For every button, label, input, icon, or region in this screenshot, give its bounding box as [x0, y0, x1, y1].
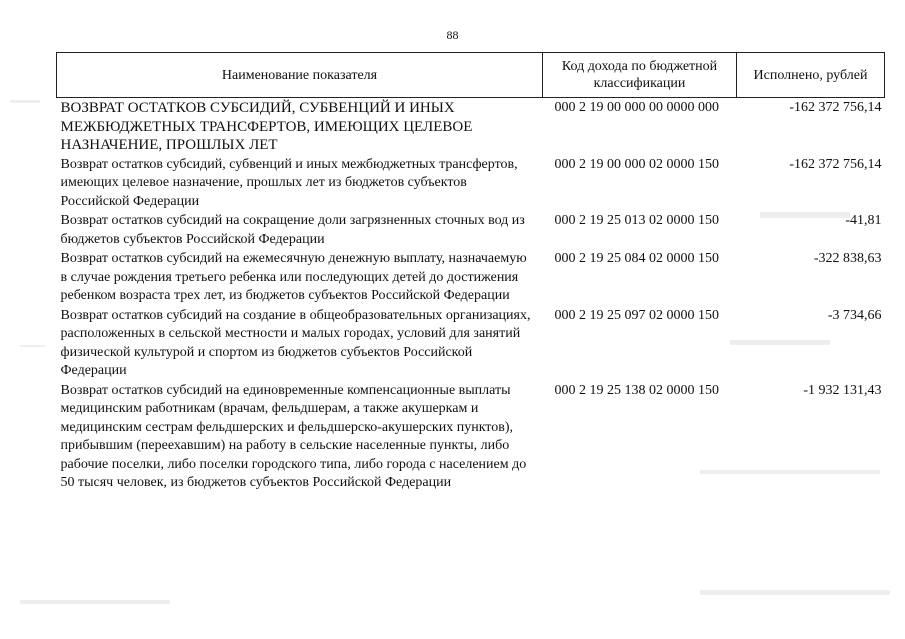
scan-artifact	[700, 590, 890, 595]
header-row	[57, 53, 885, 98]
row-name: ВОЗВРАТ ОСТАТКОВ СУБСИДИЙ, СУБВЕНЦИЙ И ИНЫХ МЕЖБЮДЖЕТНЫХ ТРАНСФЕРТОВ, ИМЕЮЩИХ ЦЕЛЕВОЕ НАЗНАЧЕНИЕ, ПРОШЛЫХ ЛЕТ	[60, 100, 473, 153]
row-value: -162 372 756,14	[789, 100, 882, 115]
row-code: 000 2 19 25 084 02 0000 150	[554, 251, 719, 266]
row-value: -1 932 131,43	[803, 382, 882, 398]
scan-artifact	[20, 345, 45, 347]
scan-artifact	[760, 212, 850, 218]
scan-artifact	[700, 470, 880, 474]
row-value: -41,81	[845, 213, 882, 228]
row-code: 000 2 19 25 013 02 0000 150	[554, 213, 719, 228]
row-name: Возврат остатков субсидий на единовременные компенсационные выплаты медицинским работникам (врачам, фельдшерам, а также акушеркам и медицинским сестрам фельдшерских и фельдшерско-акушерских пунктов), прибывшим (переехавшим) на работу в сельские населенные пункты, либо рабочие поселки, либо поселки городского типа, либо города с населением до 50 тысяч человек, из бюджетов субъектов Российской Федерации	[60, 382, 527, 490]
row-value: -3 734,66	[827, 307, 882, 323]
row-code: 000 2 19 00 000 02 0000 150	[554, 156, 719, 172]
row-name: Возврат остатков субсидий, субвенций и иных межбюджетных трансфертов, имеющих целевое назначение, прошлых лет из бюджетов субъектов Российской Федерации	[60, 156, 518, 209]
row-name: Возврат остатков субсидий на сокращение доли загрязненных сточных вод из бюджетов субъектов Российской Федерации	[60, 213, 525, 247]
header-name: Наименование показателя	[57, 53, 543, 98]
revenue-table	[56, 52, 885, 493]
row-code: 000 2 19 25 138 02 0000 150	[554, 382, 719, 398]
header-code: Код дохода по бюджетной классификации	[543, 53, 737, 98]
table-row	[57, 98, 885, 155]
table-body	[57, 98, 885, 493]
row-code: 000 2 19 00 000 00 0000 000	[554, 100, 719, 115]
row-code: 000 2 19 25 097 02 0000 150	[554, 307, 719, 323]
scan-artifact	[730, 340, 830, 345]
page-number: 88	[446, 28, 459, 42]
row-value: -322 838,63	[813, 251, 882, 266]
table-row	[57, 155, 885, 212]
row-name: Возврат остатков субсидий на создание в общеобразовательных организациях, расположенных в сельской местности и малых городах, условий для занятий физической культурой и спортом из бюджетов субъектов Российской Федерации	[60, 307, 531, 378]
row-name: Возврат остатков субсидий на ежемесячную денежную выплату, назначаемую в случае рождения третьего ребенка или последующих детей до достижения ребенком возраста трех лет, из бюджетов субъектов Российской Федерации	[60, 251, 527, 303]
scan-artifact	[10, 100, 40, 103]
table-row	[57, 249, 885, 306]
table-row	[57, 381, 885, 493]
scan-artifact	[20, 600, 170, 604]
table-header	[57, 53, 885, 98]
header-value: Исполнено, рублей	[737, 53, 885, 98]
row-value: -162 372 756,14	[789, 156, 882, 172]
